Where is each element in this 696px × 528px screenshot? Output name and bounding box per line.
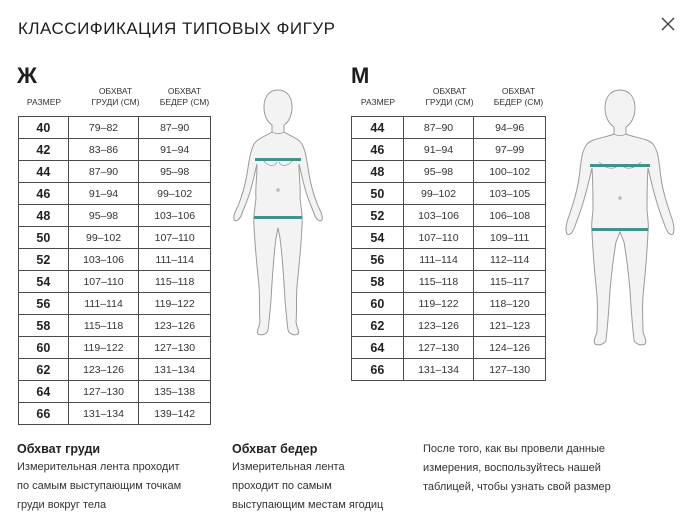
hips-cell: 131–134 [139,359,211,381]
usage-note-line: таблицей, чтобы узнать свой размер [423,481,611,493]
chest-header-1: ОБХВАТ [98,86,133,96]
chest-cell: 103–106 [403,205,474,227]
hips-cell: 94–96 [474,117,546,139]
chest-cell: 115–118 [403,271,474,293]
size-cell: 54 [19,271,69,293]
hips-cell: 135–138 [139,381,211,403]
chest-cell: 87–90 [403,117,474,139]
hips-header-2: БЕДЕР (СМ) [159,97,210,107]
usage-note [423,440,611,497]
chest-cell: 99–102 [403,183,474,205]
table-row [352,271,546,293]
chest-cell: 79–82 [68,117,139,139]
hips-cell: 115–117 [474,271,546,293]
hips-cell: 99–102 [139,183,211,205]
size-header: РАЗМЕР [26,97,62,107]
size-cell: 44 [352,117,404,139]
table-row [19,271,211,293]
table-row [19,161,211,183]
hips-cell: 127–130 [139,337,211,359]
size-cell: 50 [19,227,69,249]
hips-info-line: Измерительная лента [232,461,345,473]
size-cell: 54 [352,227,404,249]
size-cell: 40 [19,117,69,139]
table-row [19,359,211,381]
size-cell: 46 [352,139,404,161]
size-cell: 64 [352,337,404,359]
size-cell: 58 [19,315,69,337]
chest-cell: 91–94 [68,183,139,205]
chest-cell: 119–122 [403,293,474,315]
hips-cell: 121–123 [474,315,546,337]
hips-cell: 127–130 [474,359,546,381]
table-row [352,183,546,205]
hips-cell: 107–110 [139,227,211,249]
male-table-header [352,86,547,110]
table-row [352,315,546,337]
size-cell: 56 [352,249,404,271]
hips-info-line: проходит по самым [232,480,332,492]
size-cell: 52 [19,249,69,271]
size-cell: 52 [352,205,404,227]
size-header: РАЗМЕР [360,97,396,107]
table-row [19,403,211,425]
chest-cell: 111–114 [68,293,139,315]
hips-header-1: ОБХВАТ [167,86,202,96]
table-row [19,249,211,271]
table-row [19,117,211,139]
hips-cell: 118–120 [474,293,546,315]
chest-cell: 115–118 [68,315,139,337]
hips-cell: 139–142 [139,403,211,425]
hips-info-line: выступающим местам ягодиц [232,499,384,511]
size-cell: 60 [19,337,69,359]
hips-cell: 97–99 [474,139,546,161]
chest-cell: 95–98 [403,161,474,183]
hips-header-2: БЕДЕР (СМ) [493,97,544,107]
chest-header-2: ГРУДИ (СМ) [91,97,140,107]
table-row [19,315,211,337]
table-row [352,337,546,359]
size-cell: 56 [19,293,69,315]
table-row [352,117,546,139]
table-row [19,139,211,161]
hips-cell: 112–114 [474,249,546,271]
chest-cell: 123–126 [403,315,474,337]
hips-cell: 119–122 [139,293,211,315]
female-size-table [18,116,211,425]
table-row [19,293,211,315]
page-title: КЛАССИФИКАЦИЯ ТИПОВЫХ ФИГУР [18,19,336,38]
size-cell: 48 [19,205,69,227]
hips-cell: 106–108 [474,205,546,227]
hips-cell: 123–126 [139,315,211,337]
hips-cell: 103–106 [139,205,211,227]
size-cell: 62 [19,359,69,381]
size-cell: 42 [19,139,69,161]
size-cell: 64 [19,381,69,403]
table-row [19,227,211,249]
chest-info-title: Обхват груди [17,442,101,456]
table-row [19,381,211,403]
chest-cell: 103–106 [68,249,139,271]
hips-header-1: ОБХВАТ [501,86,536,96]
size-cell: 48 [352,161,404,183]
chest-cell: 131–134 [403,359,474,381]
hips-cell: 103–105 [474,183,546,205]
usage-note-line: измерения, воспользуйтесь нашей [423,462,601,474]
female-figure-icon [222,86,334,348]
hips-info-text [232,458,383,515]
chest-cell: 127–130 [403,337,474,359]
table-row [352,227,546,249]
male-size-table [351,116,546,381]
hips-cell: 111–114 [139,249,211,271]
female-label: Ж [17,63,37,88]
table-row [19,205,211,227]
size-cell: 58 [352,271,404,293]
chest-cell: 99–102 [68,227,139,249]
chest-info-line: Измерительная лента проходит [17,461,180,473]
hips-cell: 115–118 [139,271,211,293]
hips-cell: 124–126 [474,337,546,359]
hips-cell: 91–94 [139,139,211,161]
chest-cell: 107–110 [68,271,139,293]
size-cell: 50 [352,183,404,205]
chest-cell: 83–86 [68,139,139,161]
chest-cell: 123–126 [68,359,139,381]
male-figure-icon [557,86,683,354]
table-row [19,183,211,205]
chest-info-text [17,458,181,515]
table-row [352,161,546,183]
chest-header-1: ОБХВАТ [432,86,467,96]
table-row [352,139,546,161]
hips-cell: 87–90 [139,117,211,139]
usage-note-line: После того, как вы провели данные [423,443,605,455]
chest-cell: 131–134 [68,403,139,425]
size-cell: 62 [352,315,404,337]
male-label: М [351,63,370,88]
table-row [352,205,546,227]
table-row [352,249,546,271]
size-cell: 44 [19,161,69,183]
female-table-header [18,86,213,110]
chest-cell: 127–130 [68,381,139,403]
chest-cell: 87–90 [68,161,139,183]
close-icon[interactable] [658,14,678,34]
chest-cell: 107–110 [403,227,474,249]
hips-cell: 100–102 [474,161,546,183]
hips-cell: 109–111 [474,227,546,249]
chest-cell: 91–94 [403,139,474,161]
size-cell: 46 [19,183,69,205]
table-row [19,337,211,359]
chest-header-2: ГРУДИ (СМ) [425,97,474,107]
chest-cell: 119–122 [68,337,139,359]
table-row [352,359,546,381]
chest-cell: 95–98 [68,205,139,227]
chest-info-line: по самым выступающим точкам [17,480,182,492]
chest-cell: 111–114 [403,249,474,271]
size-cell: 60 [352,293,404,315]
chest-info-line: груди вокруг тела [17,499,107,511]
hips-info-title: Обхват бедер [232,442,318,456]
size-cell: 66 [352,359,404,381]
table-row [352,293,546,315]
size-cell: 66 [19,403,69,425]
hips-cell: 95–98 [139,161,211,183]
